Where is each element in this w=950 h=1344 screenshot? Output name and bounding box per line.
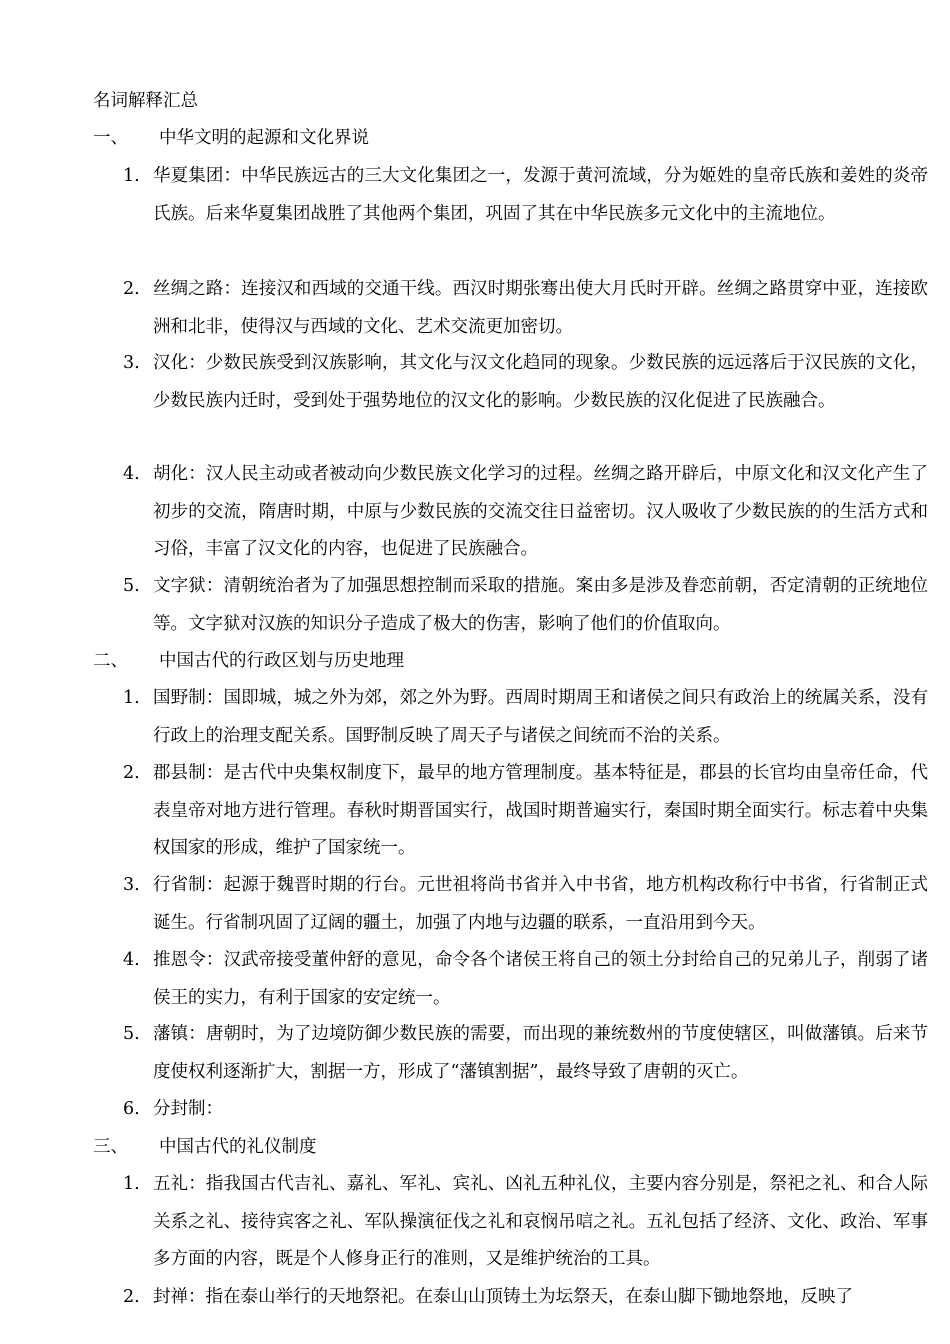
document-title: 名词解释汇总 [93, 91, 198, 111]
list-item [123, 680, 928, 755]
list-item [123, 158, 928, 233]
item-text: 胡化：汉人民主动或者被动向少数民族文化学习的过程。丝绸之路开辟后，中原文化和汉文化产生了初步的交流，隋唐时期，中原与少数民族的交流交往日益密切。汉人吸收了少数民族的的生活方式和习俗，丰富了汉文化的内容，也促进了民族融合。 [153, 464, 928, 559]
item-number: 2. [123, 1287, 140, 1307]
item-number: 5. [123, 576, 140, 596]
list-item [123, 867, 928, 942]
list-item [123, 755, 928, 868]
item-text: 推恩令：汉武帝接受董仲舒的意见，命令各个诸侯王将自己的领土分封给自己的兄弟儿子，削弱了诸侯王的实力，有利于国家的安定统一。 [153, 950, 928, 1008]
item-number: 4. [123, 950, 140, 970]
item-text: 华夏集团：中华民族远古的三大文化集团之一，发源于黄河流域，分为姬姓的皇帝氏族和姜姓的炎帝氏族。后来华夏集团战胜了其他两个集团，巩固了其在中华民族多元文化中的主流地位。 [153, 166, 928, 224]
list-item [123, 456, 928, 569]
item-number: 2. [123, 763, 140, 783]
section-number: 二、 [93, 651, 128, 671]
section-heading [93, 649, 404, 673]
item-number: 1. [123, 166, 140, 186]
item-number: 1. [123, 688, 140, 708]
section-number: 一、 [93, 128, 128, 148]
list-item [123, 345, 928, 420]
item-text: 国野制：国即城，城之外为郊，郊之外为野。西周时期周王和诸侯之间只有政治上的统属关系，没有行政上的治理支配关系。国野制反映了周天子与诸侯之间统而不治的关系。 [153, 688, 928, 746]
section-heading [93, 1135, 317, 1159]
list-item [123, 271, 928, 346]
list-item [123, 942, 928, 1017]
list-item [123, 1166, 928, 1279]
item-text: 藩镇：唐朝时，为了边境防御少数民族的需要，而出现的兼统数州的节度使辖区，叫做藩镇。后来节度使权利逐渐扩大，割据一方，形成了“藩镇割据”，最终导致了唐朝的灭亡。 [153, 1024, 928, 1082]
item-number: 5. [123, 1024, 140, 1044]
item-text: 分封制： [153, 1099, 223, 1119]
item-number: 3. [123, 875, 140, 895]
item-text: 五礼：指我国古代吉礼、嘉礼、军礼、宾礼、凶礼五种礼仪，主要内容分别是，祭祀之礼、和合人际关系之礼、接待宾客之礼、军队操演征伐之礼和哀悯吊唁之礼。五礼包括了经济、文化、政治、军事多方面的内容，既是个人修身正行的准则，又是维护统治的工具。 [153, 1174, 928, 1269]
list-item [123, 1091, 928, 1129]
item-number: 3. [123, 353, 140, 373]
item-text: 汉化：少数民族受到汉族影响，其文化与汉文化趋同的现象。少数民族的远远落后于汉民族的文化，少数民族内迁时，受到处于强势地位的汉文化的影响。少数民族的汉化促进了民族融合。 [153, 353, 928, 411]
item-text: 文字狱：清朝统治者为了加强思想控制而采取的措施。案由多是涉及眷恋前朝，否定清朝的正统地位等。文字狱对汉族的知识分子造成了极大的伤害，影响了他们的价值取向。 [153, 576, 928, 634]
list-item [123, 1016, 928, 1091]
item-number: 2. [123, 279, 140, 299]
item-text: 郡县制：是古代中央集权制度下，最早的地方管理制度。基本特征是，郡县的长官均由皇帝任命，代表皇帝对地方进行管理。春秋时期晋国实行，战国时期普遍实行，秦国时期全面实行。标志着中央集权国家的形成，维护了国家统一。 [153, 763, 928, 858]
item-text: 丝绸之路：连接汉和西域的交通干线。西汉时期张骞出使大月氏时开辟。丝绸之路贯穿中亚，连接欧洲和北非，使得汉与西域的文化、艺术交流更加密切。 [153, 279, 928, 337]
item-text: 行省制：起源于魏晋时期的行台。元世祖将尚书省并入中书省，地方机构改称行中书省，行省制正式诞生。行省制巩固了辽阔的疆土，加强了内地与边疆的联系，一直沿用到今天。 [153, 875, 928, 933]
list-item [123, 1279, 928, 1317]
section-title: 中国古代的行政区划与历史地理 [159, 651, 404, 671]
section-number: 三、 [93, 1137, 128, 1157]
item-text: 封禅：指在泰山举行的天地祭祀。在泰山山顶铸土为坛祭天，在泰山脚下锄地祭地，反映了 [153, 1287, 853, 1307]
section-title: 中国古代的礼仪制度 [159, 1137, 317, 1157]
item-number: 6. [123, 1099, 140, 1119]
section-title: 中华文明的起源和文化界说 [159, 128, 369, 148]
item-number: 1. [123, 1174, 140, 1194]
list-item [123, 568, 928, 643]
section-heading [93, 126, 369, 150]
item-number: 4. [123, 464, 140, 484]
